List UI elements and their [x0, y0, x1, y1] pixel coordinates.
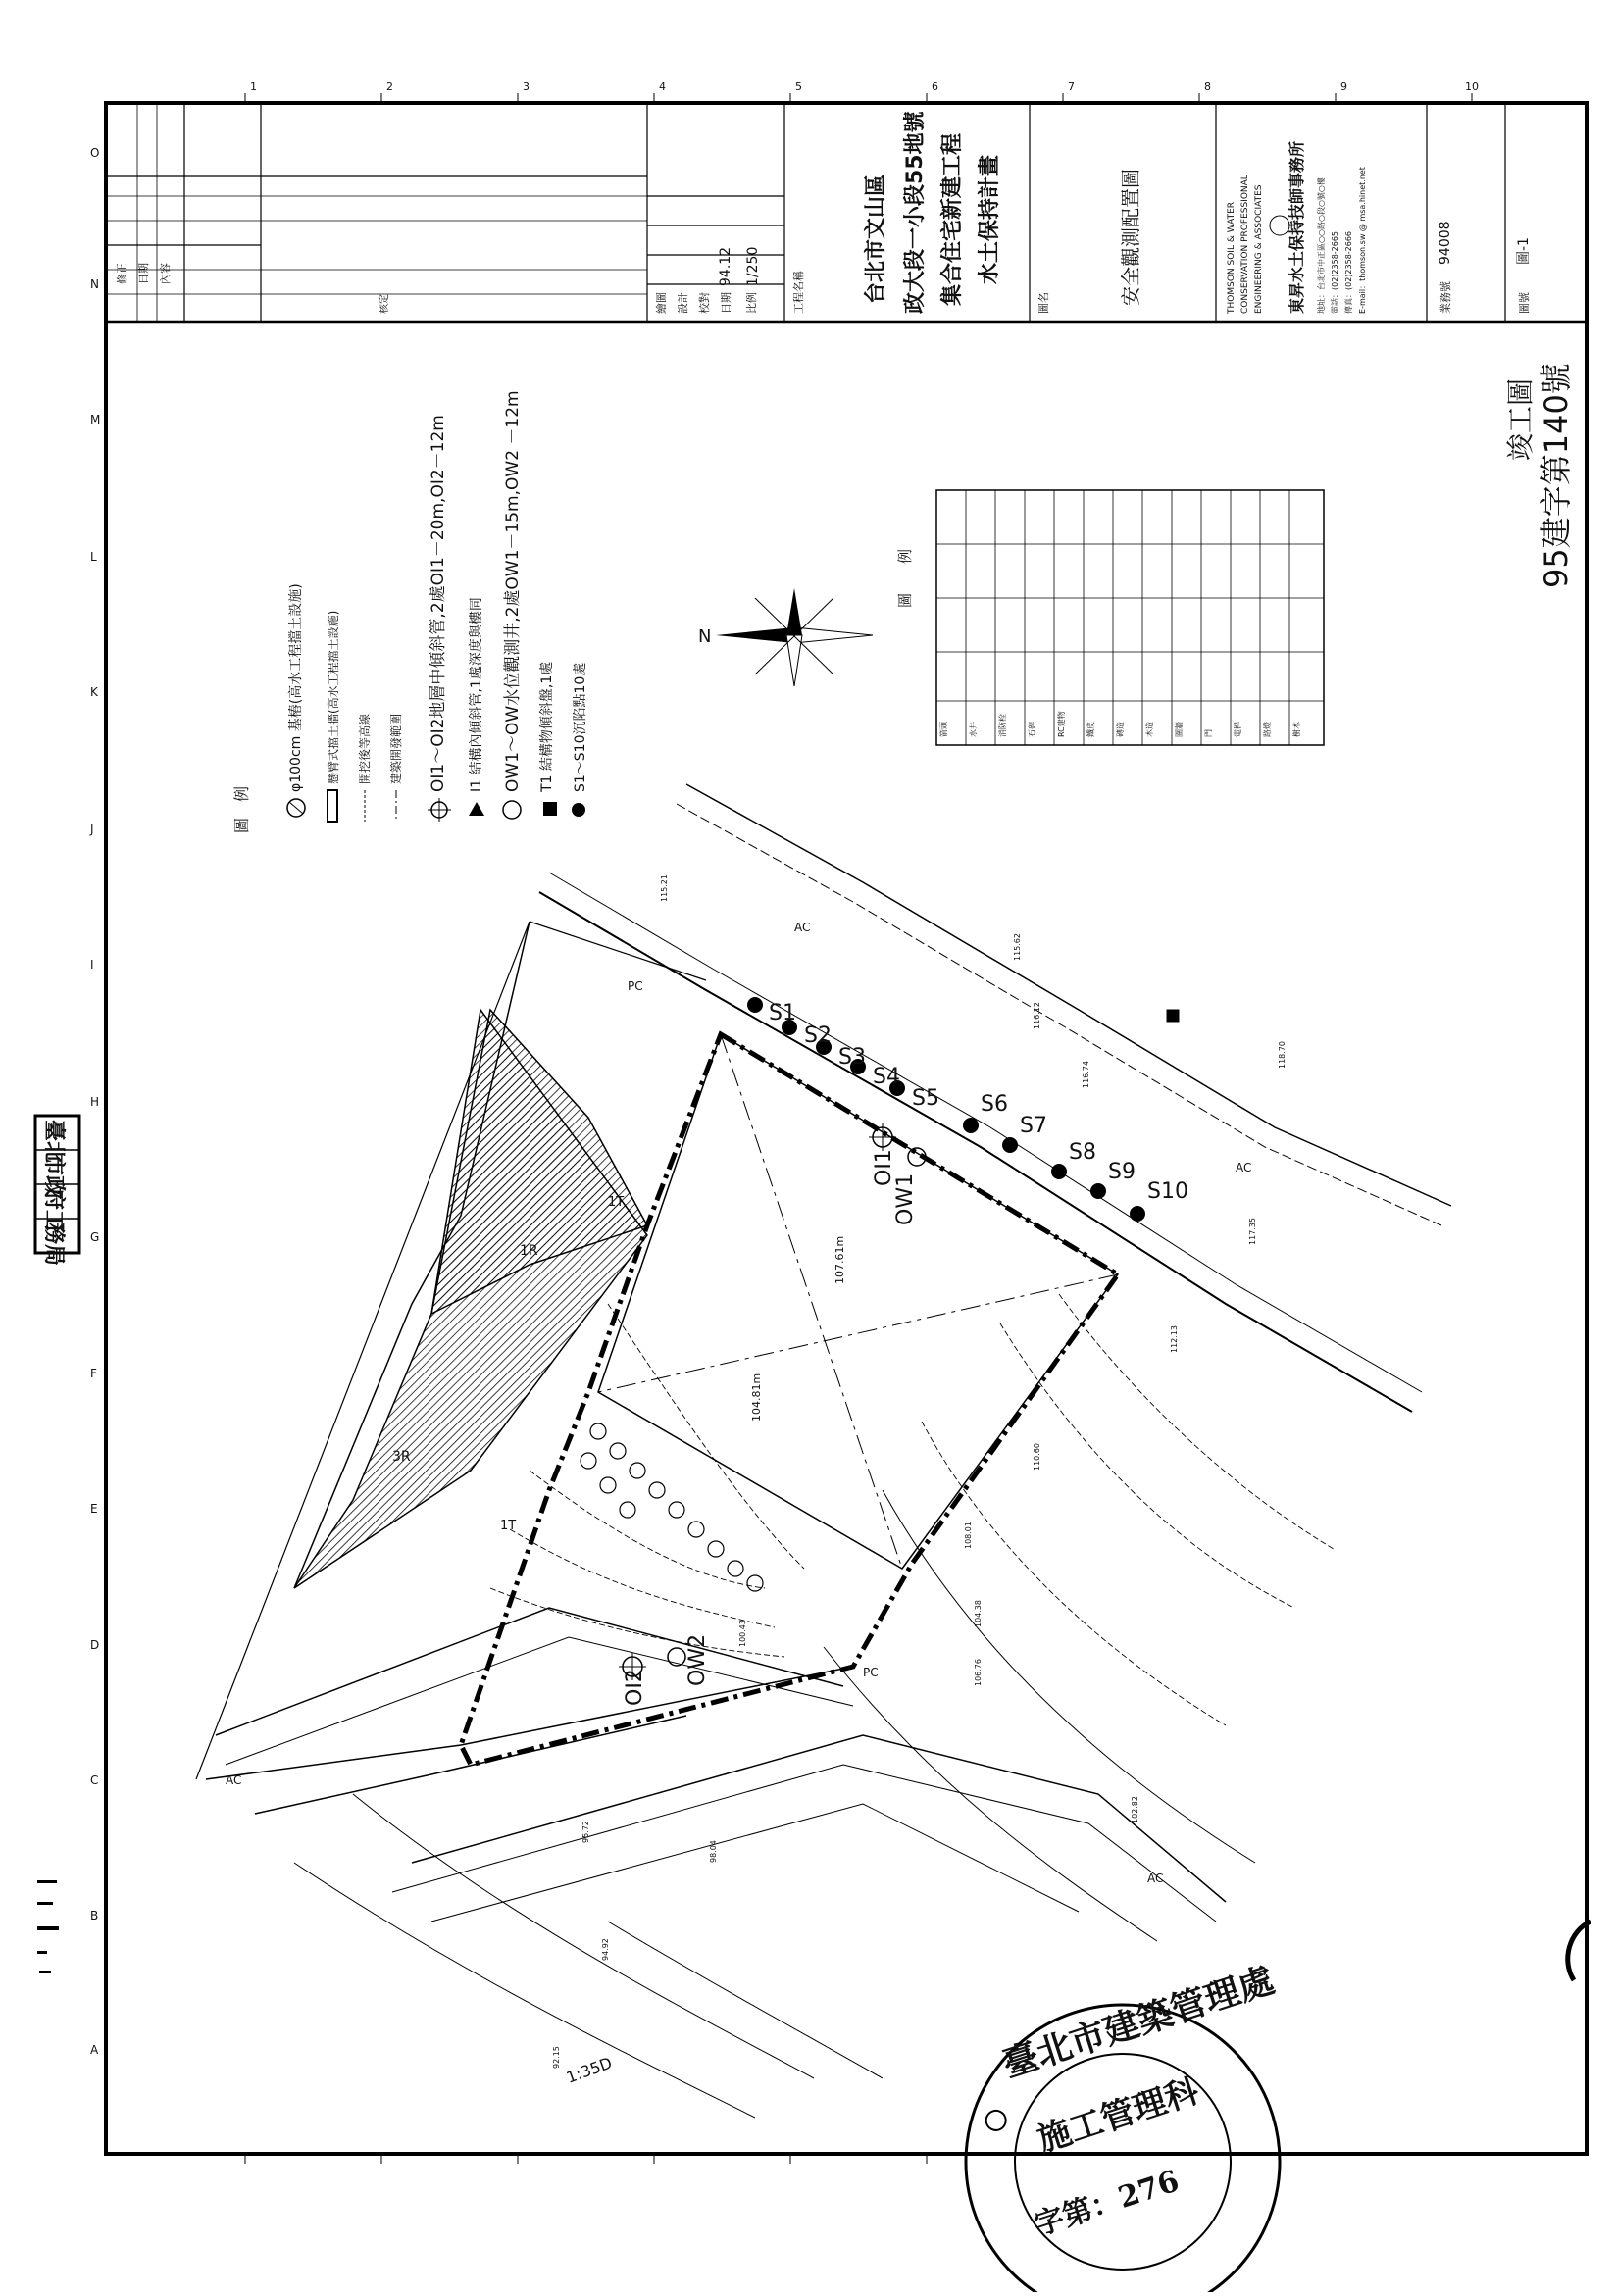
- left-margin-letters: [89, 146, 100, 2057]
- settlement-label: S10: [1147, 1179, 1188, 1204]
- road-tag: PC: [863, 1666, 879, 1679]
- margin-letter: B: [90, 1909, 99, 1922]
- symbol-legend-cell: 木造: [1145, 722, 1154, 737]
- margin-letter: G: [90, 1230, 100, 1244]
- legend-item: I1 結構內傾斜管,1處深度與樓同: [469, 597, 484, 792]
- north-label: N: [698, 626, 712, 647]
- pile-row: [581, 1423, 763, 1591]
- seal-text: 府工: [41, 1188, 67, 1232]
- sheet-no-label: 圖號: [1518, 292, 1531, 314]
- margin-letter: F: [90, 1367, 97, 1380]
- spot-height: 116.12: [1033, 1002, 1041, 1029]
- building-tag: 1R: [520, 1243, 538, 1259]
- symbol-legend-cell: 路燈: [1263, 722, 1272, 737]
- spot-height: 104.38: [974, 1600, 983, 1627]
- firm-en-line: ENGINEERING & ASSOCIATES: [1254, 184, 1264, 314]
- slope-tag: 1:35D: [563, 2053, 615, 2087]
- dim-label: 107.61m: [833, 1235, 846, 1284]
- settlement-label: S3: [838, 1045, 866, 1070]
- margin-letter: I: [90, 958, 94, 972]
- project-name-line: 集合住宅新建工程: [940, 132, 965, 306]
- revision-header: 日期: [137, 263, 150, 284]
- seal-text: 臺北: [41, 1120, 67, 1164]
- firm-address: 地址：台北市中正區○○路○段○號○樓: [1317, 177, 1326, 314]
- plan-legend: [232, 390, 588, 833]
- road-edge: [539, 892, 1412, 1412]
- seal-emblem-icon: [984, 2108, 1008, 2132]
- existing-building-3r: [294, 1010, 647, 1588]
- building-tag: 3R: [392, 1449, 411, 1465]
- project-name-line: 台北市文山區: [864, 174, 888, 304]
- symbol-legend-table: [896, 490, 1324, 745]
- margin-number: 4: [659, 80, 666, 93]
- completion-number: 95建字第140號: [1538, 363, 1575, 588]
- spot-height: 110.60: [1033, 1443, 1041, 1471]
- well-label: OW2: [685, 1633, 710, 1686]
- well-icon: [503, 801, 521, 819]
- legend-item: 建築開發範圍: [389, 713, 403, 784]
- title-block: [106, 103, 1532, 322]
- margin-letter: J: [90, 823, 94, 836]
- spot-height: 117.35: [1248, 1218, 1257, 1245]
- settlement-label: S8: [1069, 1140, 1096, 1165]
- symbol-legend-cell: 電桿: [1234, 722, 1242, 737]
- inclinometer-label: OI2: [623, 1669, 647, 1706]
- margin-number: 10: [1465, 80, 1479, 93]
- seal-inner-text: 施工管理科: [1033, 2071, 1204, 2161]
- road-tag: AC: [226, 1773, 242, 1787]
- road-tag: AC: [1147, 1872, 1164, 1885]
- building-tag: 1T: [608, 1195, 625, 1210]
- margin-letter: O: [90, 146, 100, 160]
- spot-height: 92.15: [552, 2046, 561, 2069]
- project-name-line: 政大段一小段55地號: [903, 111, 928, 314]
- margin-letter: H: [90, 1095, 100, 1109]
- job-no-label: 業務號: [1439, 281, 1452, 314]
- drawing-name-label: 圖名: [1037, 292, 1050, 314]
- legend-item: 開挖後等高線: [358, 713, 372, 784]
- spot-height: 118.70: [1278, 1041, 1287, 1069]
- margin-number: 2: [386, 80, 393, 93]
- margin-letter: A: [90, 2043, 99, 2057]
- road-tag: AC: [1236, 1161, 1252, 1174]
- road-tag: PC: [628, 979, 643, 993]
- margin-letter: D: [90, 1638, 100, 1652]
- seal-text: 市政: [41, 1154, 67, 1198]
- margin-letter: N: [90, 277, 99, 291]
- project-name-label: 工程名稱: [792, 271, 805, 314]
- margin-number: 7: [1068, 80, 1075, 93]
- margin-letter: E: [90, 1502, 98, 1516]
- scale-label: 比例: [745, 292, 758, 314]
- site-plan: [196, 784, 1451, 2118]
- retaining-wall-icon: [328, 790, 337, 822]
- spot-height: 95.72: [581, 1821, 590, 1843]
- settlement-label: S6: [981, 1092, 1008, 1117]
- margin-number: 8: [1204, 80, 1211, 93]
- symbol-legend-cell: 門: [1204, 729, 1213, 737]
- seal-bottom-text: 字第：276: [1030, 2164, 1184, 2243]
- spot-height: 116.74: [1082, 1061, 1090, 1088]
- settlement-label: S1: [769, 1001, 796, 1025]
- bottom-seal: [925, 1951, 1360, 2292]
- firm-en-line: CONSERVATION PROFESSIONAL: [1240, 175, 1250, 314]
- road-tag: AC: [794, 921, 811, 934]
- check-label: 校對: [698, 292, 711, 314]
- completion-stamp: [1504, 363, 1575, 588]
- symbol-legend-cell: 水井: [969, 722, 978, 737]
- margin-number: 3: [523, 80, 530, 93]
- project-name-line: 水土保持計畫: [978, 154, 1002, 284]
- symbol-legend-cell: 箭頭: [939, 722, 948, 737]
- firm-email: E-mail：thomson.sw @ msa.hinet.net: [1358, 167, 1367, 314]
- draw-label: 繪圖: [655, 292, 668, 314]
- margin-number: 5: [795, 80, 802, 93]
- completion-title: 竣工圖: [1504, 377, 1537, 461]
- legend-item: T1 結構物傾斜盤,1處: [539, 661, 555, 792]
- margin-letter: K: [90, 685, 98, 699]
- margin-number: 6: [932, 80, 938, 93]
- spot-height: 115.62: [1013, 933, 1022, 961]
- symbol-legend-cell: RC建物: [1057, 711, 1066, 737]
- approve-label: 核定: [379, 294, 390, 314]
- outer-frame: [106, 103, 1587, 2154]
- tilt-plate-t1-icon: [1167, 1010, 1179, 1022]
- settlement-label: S2: [804, 1023, 832, 1048]
- symbol-legend-cell: 石碑: [1028, 722, 1036, 737]
- design-label: 設計: [677, 292, 689, 314]
- left-seal: [35, 1116, 79, 1266]
- settlement-label: S7: [1020, 1114, 1047, 1138]
- symbol-legend-cell: 樹木: [1292, 722, 1301, 737]
- legend-item: 懸臂式擋土牆(高水工程擋土設施): [327, 610, 340, 784]
- date-label: 日期: [720, 292, 732, 314]
- margin-number: 1: [250, 80, 257, 93]
- margin-letter: L: [90, 550, 97, 564]
- spot-height: 102.82: [1131, 1796, 1139, 1823]
- settlement-label: S9: [1108, 1160, 1136, 1184]
- spot-height: 112.13: [1170, 1325, 1179, 1353]
- symbol-legend-cell: 圍牆: [1175, 722, 1184, 737]
- job-no: 94008: [1438, 221, 1453, 265]
- firm-fax: 傳真：(02)2358-2666: [1344, 230, 1353, 314]
- settlement-label: S4: [873, 1065, 900, 1089]
- building-tag: 1T: [500, 1519, 517, 1533]
- spot-height: 115.21: [660, 874, 669, 902]
- symbol-legend-cell: 消防栓: [998, 714, 1007, 737]
- margin-number: 9: [1340, 80, 1347, 93]
- sheet-no: 圖-1: [1516, 237, 1532, 265]
- firm-cn-name: 東昇水土保持技師事務所: [1288, 140, 1306, 314]
- symbol-legend-cell: 鐵皮: [1086, 722, 1095, 737]
- legend-item: OW1～OW水位觀測井,2處OW1－15m,OW2 －12m: [503, 390, 523, 792]
- symbol-legend-cell: 磚造: [1116, 722, 1125, 737]
- symbol-legend-title: 圖 例: [896, 548, 914, 608]
- spot-height: 106.76: [974, 1659, 983, 1686]
- settlement-label: S5: [912, 1086, 939, 1111]
- seal-outer-text: 臺北市建築管理處: [997, 1959, 1280, 2086]
- drawing-name: 安全觀測配置圖: [1119, 169, 1142, 306]
- inclinometer-label: OI1: [872, 1149, 896, 1186]
- spot-height: 94.92: [601, 1938, 610, 1961]
- revision-header: 修正: [116, 263, 128, 284]
- spot-height: 100.43: [738, 1620, 747, 1647]
- tilt-plate-icon: [543, 802, 557, 816]
- contour-lines: [490, 1294, 1334, 1725]
- scale-value: 1/250: [745, 246, 761, 286]
- date-value: 94.12: [718, 246, 733, 286]
- legend-item: OI1～OI2地層中傾斜管,2處OI1－20m,OI2－12m: [429, 415, 448, 792]
- legend-item: φ100cm 基樁(高水工程擋土設施): [288, 583, 304, 792]
- firm-tel: 電話：(02)2358-2665: [1331, 230, 1339, 314]
- firm-logo-icon: [1270, 216, 1289, 235]
- dim-label: 104.81m: [750, 1373, 763, 1422]
- margin-letter: M: [90, 413, 101, 426]
- tilt-tube-icon: [469, 802, 484, 816]
- well-label: OW1: [893, 1173, 918, 1225]
- spot-height: 98.04: [709, 1840, 718, 1863]
- margin-letter: C: [90, 1773, 99, 1787]
- revision-header: 內容: [159, 263, 172, 284]
- spot-height: 108.01: [964, 1522, 973, 1549]
- firm-en-line: THOMSON SOIL & WATER: [1227, 201, 1237, 314]
- left-edge-marks: [37, 1880, 59, 1973]
- seal-text: 務局: [41, 1223, 67, 1267]
- plan-legend-title: 圖 例: [232, 785, 251, 833]
- north-arrow: [698, 588, 873, 686]
- legend-item: S1～S10沉陷點10處: [573, 662, 588, 792]
- settlement-point-icon: [572, 803, 585, 817]
